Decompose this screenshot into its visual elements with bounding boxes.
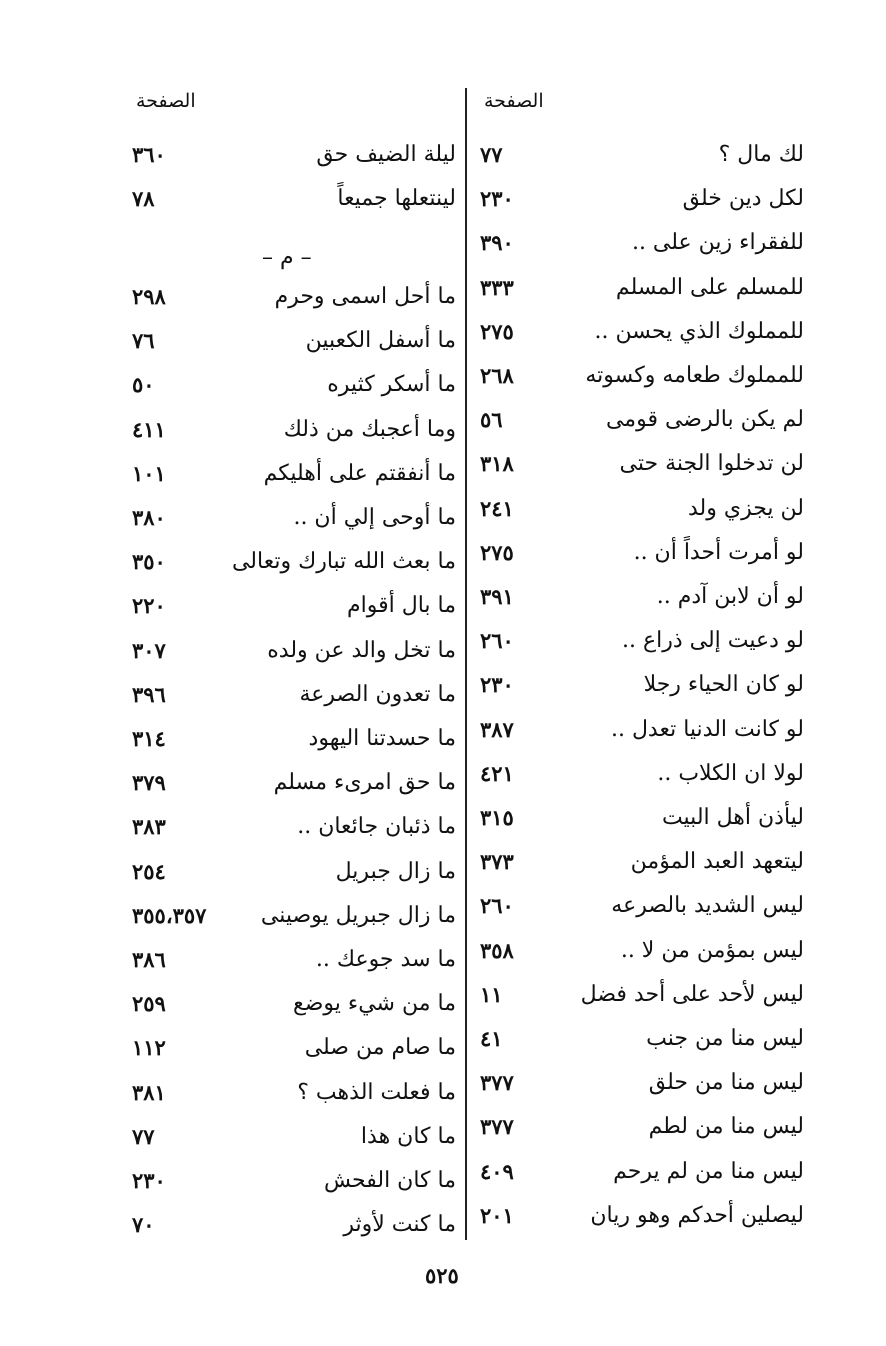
- entry-page-number: ٣٨٦: [132, 947, 166, 972]
- entry-title: ما أنفقتم على أهليكم: [263, 460, 456, 486]
- entry-page-number: ٣١٥: [480, 805, 514, 830]
- entry-title: للمملوك الذي يحسن ..: [594, 318, 804, 344]
- entry-page-number: ٣١٤: [132, 726, 166, 751]
- entry-page-number: ٣٠٧: [132, 637, 166, 663]
- entry-title: ما حسدتنا اليهود: [308, 726, 456, 751]
- entry-page-number: ١١: [480, 981, 503, 1007]
- entry-title: لو أمرت أحداً أن ..: [633, 539, 804, 565]
- entry-page-number: ٢٠١: [480, 1202, 514, 1228]
- entry-title: لو دعيت إلى ذراع ..: [621, 628, 804, 654]
- index-entry: [0, 549, 886, 593]
- entry-page-number: ٣٧٧: [480, 1070, 514, 1096]
- entry-title: ما زال جبريل يوصينى: [260, 902, 456, 928]
- entry-title: ليلة الضيف حق: [316, 142, 456, 167]
- index-entry: [0, 372, 886, 416]
- entry-page-number: ٤١: [480, 1026, 503, 1051]
- entry-title: ما أسكر كثيره: [327, 372, 456, 398]
- entry-title: ليأذن أهل البيت: [661, 805, 804, 830]
- entry-title: ليتعهد العبد المؤمن: [630, 849, 804, 875]
- index-entry: [0, 991, 886, 1035]
- entry-title: ليس منا من لم يرحم: [613, 1158, 804, 1184]
- entry-title: ليس لأحد على أحد فضل: [580, 981, 804, 1007]
- index-entry: [0, 505, 886, 549]
- entry-page-number: ٧٨: [132, 186, 155, 212]
- index-entry: [0, 1124, 886, 1168]
- entry-title: ما تخل والد عن ولده: [267, 637, 456, 663]
- entry-title: لولا ان الكلاب ..: [657, 760, 804, 786]
- entry-title: لو كان الحياء رجلا: [643, 672, 804, 698]
- entry-title: لو كانت الدنيا تعدل ..: [610, 716, 804, 742]
- entry-title: لكل دين خلق: [682, 186, 804, 212]
- index-entry: [0, 142, 886, 186]
- index-entry: [0, 1035, 886, 1079]
- entry-page-number: ٣٨٧: [480, 716, 514, 742]
- entry-page-number: ٢٥٩: [132, 991, 166, 1017]
- entry-page-number: ٢٧٥: [480, 318, 514, 344]
- entry-page-number: ٧٧: [480, 142, 503, 167]
- entry-title: ليس الشديد بالصرعه: [611, 893, 804, 919]
- entry-page-number: ٣٩١: [480, 584, 514, 609]
- entry-page-number: ٣٩٦: [132, 681, 166, 707]
- entry-page-number: ١٠١: [132, 460, 166, 486]
- entry-title: ما من شيء يوضع: [293, 991, 456, 1017]
- entry-page-number: ٥٠: [132, 372, 155, 398]
- index-entry: [0, 947, 886, 991]
- entry-page-number: ٣٩٠: [480, 230, 514, 256]
- entry-title: ما سد جوعك ..: [315, 947, 456, 972]
- page-number: ٥٢٥: [425, 1263, 459, 1288]
- entry-page-number: ٣٥٠: [132, 549, 166, 575]
- entry-page-number: ٣٥٨: [480, 937, 514, 963]
- entry-title: للمملوك طعامه وكسوته: [585, 363, 804, 388]
- entry-page-number: ٢٦٠: [480, 628, 514, 654]
- index-entry: [0, 230, 886, 274]
- entry-page-number: ٢٥٤: [132, 858, 166, 884]
- entry-page-number: ٣٧٧: [480, 1114, 514, 1140]
- entry-page-number: ٢٦٨: [480, 363, 514, 388]
- entry-page-number: ٣٨٠: [132, 505, 166, 530]
- index-entry: [0, 417, 886, 461]
- entry-page-number: ٢٩٨: [132, 284, 166, 309]
- entry-title: ليصلين أحدكم وهو ريان: [590, 1202, 804, 1228]
- entry-title: ما كان الفحش: [324, 1168, 456, 1193]
- index-entry: [0, 1168, 886, 1212]
- section-separator: – م –: [262, 245, 312, 270]
- entry-page-number: ٢٦٠: [480, 893, 514, 919]
- entry-title: لك مال ؟: [718, 142, 804, 167]
- index-entry: [0, 682, 886, 726]
- column-header-right: الصفحة: [484, 90, 544, 112]
- index-entry: [0, 814, 886, 858]
- index-entry: [0, 461, 886, 505]
- entry-page-number: ٣٨١: [132, 1079, 166, 1105]
- entry-title: وما أعجبك من ذلك: [283, 416, 456, 442]
- entry-page-number: ٢٢٠: [132, 593, 166, 619]
- entry-page-number: ٧٦: [132, 328, 155, 354]
- entry-title: ما أحل اسمى وحرم: [274, 284, 456, 309]
- entry-page-number: ٢٧٥: [480, 539, 514, 565]
- column-header-left: الصفحة: [136, 90, 196, 112]
- entry-title: ما ذئبان جائعان ..: [297, 814, 456, 840]
- entry-title: للفقراء زين على ..: [631, 230, 804, 256]
- entry-page-number: ٣٧٣: [480, 849, 514, 875]
- entry-title: ما زال جبريل: [335, 858, 456, 884]
- entry-page-number: ٢٣٠: [132, 1168, 166, 1193]
- entry-title: ما فعلت الذهب ؟: [297, 1079, 456, 1105]
- entry-title: لو أن لابن آدم ..: [656, 584, 804, 609]
- entry-title: لن يجزي ولد: [688, 495, 804, 521]
- entry-title: ما حق امرىء مسلم: [273, 770, 456, 796]
- index-entry: [0, 903, 886, 947]
- index-entry: [0, 593, 886, 637]
- entry-title: ما أوحى إلي أن ..: [293, 505, 456, 530]
- entry-title: لينتعلها جميعاً: [337, 186, 456, 212]
- entry-title: للمسلم على المسلم: [615, 274, 804, 300]
- entry-title: ما كنت لأوثر: [343, 1212, 456, 1238]
- entry-title: ليس بمؤمن من لا ..: [620, 937, 804, 963]
- index-entry: [0, 1080, 886, 1124]
- entry-page-number: ٧٧: [132, 1123, 155, 1149]
- entry-title: ما كان هذا: [360, 1123, 456, 1149]
- entry-page-number: ٥٦: [480, 407, 503, 433]
- entry-title: ما صام من صلى: [304, 1035, 456, 1061]
- index-entry: [0, 284, 886, 328]
- entry-page-number: ٣١٨: [480, 451, 514, 477]
- entry-page-number: ٤١١: [132, 416, 166, 442]
- entry-title: ما أسفل الكعبين: [305, 328, 456, 354]
- entry-page-number: ١١٢: [132, 1035, 166, 1061]
- entry-page-number: ٣٦٠: [132, 142, 166, 167]
- entry-page-number: ٣٨٣: [132, 814, 166, 840]
- index-entry: [0, 1212, 886, 1256]
- entry-page-number: ٢٣٠: [480, 186, 514, 212]
- index-entry: [0, 638, 886, 682]
- entry-title: ليس منا من جنب: [646, 1026, 804, 1051]
- entry-page-number: ٢٤١: [480, 495, 514, 521]
- index-entry: [0, 859, 886, 903]
- entry-title: ليس منا من لطم: [648, 1114, 804, 1140]
- entry-title: ما بال أقوام: [346, 593, 456, 619]
- entry-title: ما بعث الله تبارك وتعالى: [231, 549, 456, 575]
- index-entry: [0, 328, 886, 372]
- entry-page-number: ٣٣٣: [480, 274, 514, 300]
- entry-page-number: ٧٠: [132, 1212, 155, 1238]
- index-entry: [0, 770, 886, 814]
- entry-page-number: ٣٧٩: [132, 770, 166, 796]
- entry-page-number: ٤٠٩: [480, 1158, 514, 1184]
- entry-page-number: ٣٥٥،٣٥٧: [132, 902, 207, 928]
- entry-title: لن تدخلوا الجنة حتى: [619, 451, 804, 477]
- entry-page-number: ٢٣٠: [480, 672, 514, 698]
- index-entry: [0, 186, 886, 230]
- entry-title: ليس منا من حلق: [648, 1070, 804, 1096]
- index-entry: [0, 726, 886, 770]
- entry-page-number: ٤٢١: [480, 760, 514, 786]
- entry-title: لم يكن بالرضى قومى: [605, 407, 804, 433]
- entry-title: ما تعدون الصرعة: [299, 681, 456, 707]
